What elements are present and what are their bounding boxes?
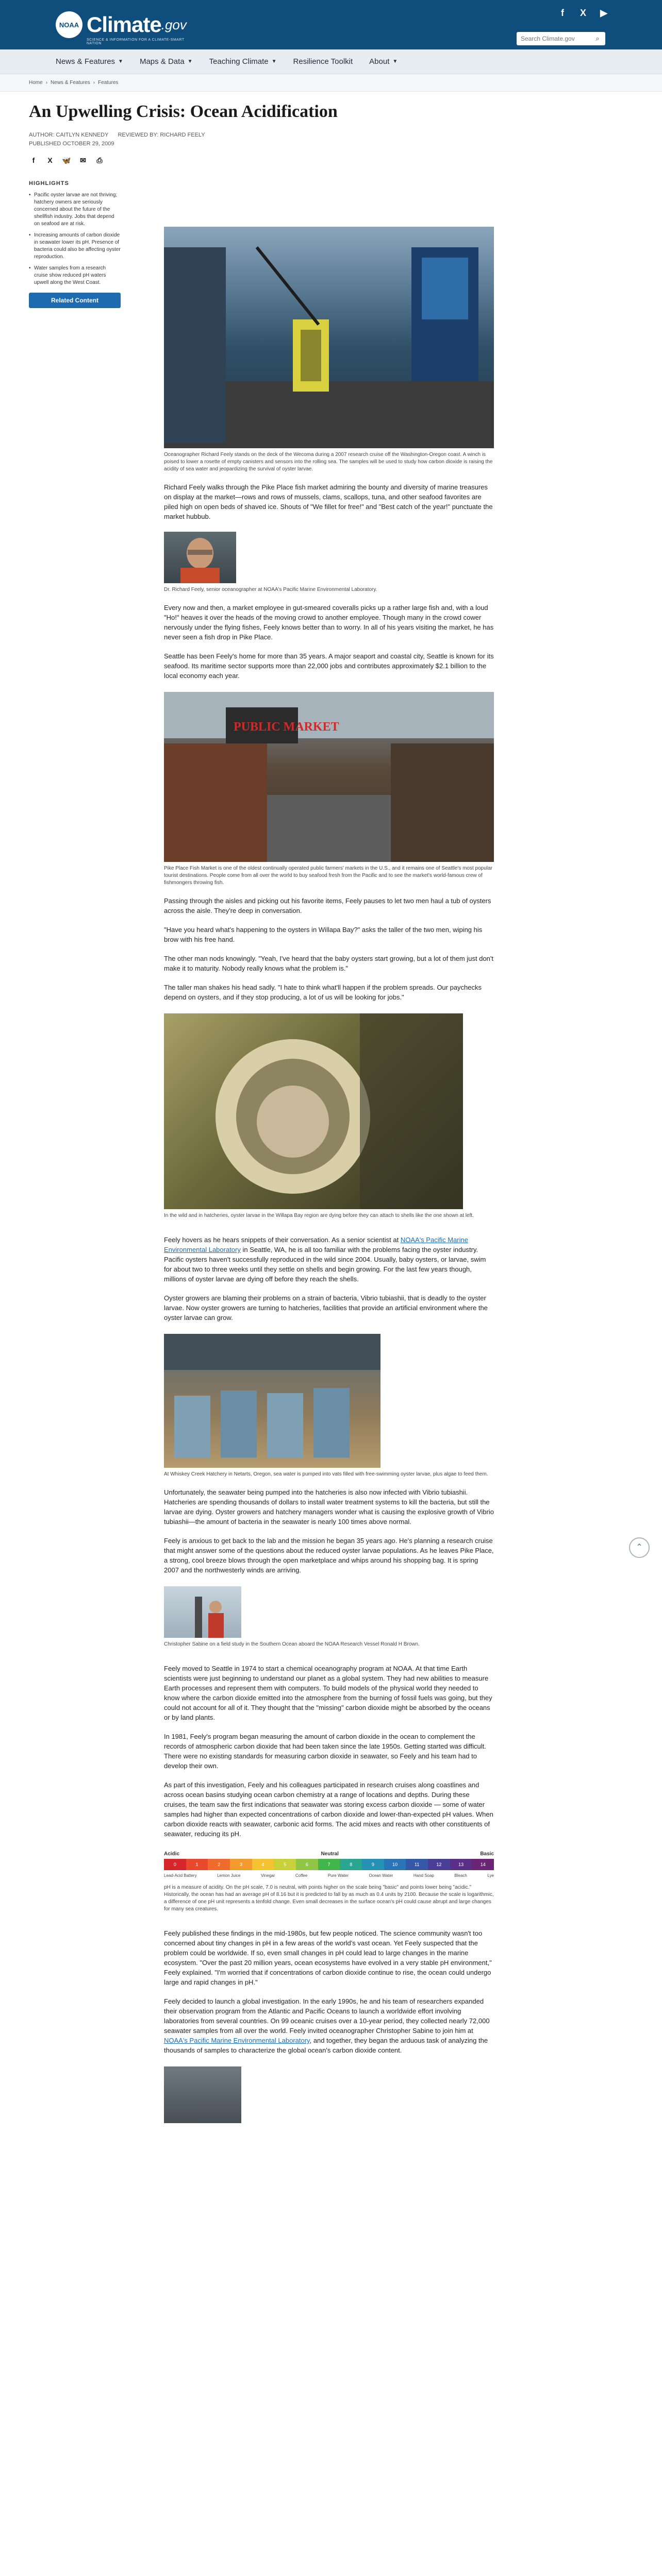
paragraph: Feely published these findings in the mid-1980s, but few people noticed. The science community wasn't too concerned about tiny changes in pH in a few areas of the world's vast ocean. Yet Feely suspected that the problem could be worldwide. If so, even small changes in pH could lead to large changes in the marine ecosystem. "Over the past 20 million years, ocean ecosystems have evolved in a very stable pH environment," Feely explained. "I'm worried that if concentrations of carbon dioxide continue to rise, the ocean could undergo large and rapid changes in pH." — [164, 1929, 492, 1986]
ph-cell: 2 — [208, 1859, 230, 1870]
x-share-icon[interactable]: X — [47, 156, 53, 164]
photo-ship-deck — [164, 227, 494, 448]
nav-label: About — [369, 57, 390, 66]
ph-cell: 10 — [384, 1859, 406, 1870]
nav-resilience-toolkit[interactable] — [293, 57, 353, 66]
photo-pike-place — [164, 692, 494, 862]
published-date: PUBLISHED OCTOBER 29, 2009 — [29, 141, 114, 147]
photo-feely-portrait — [164, 532, 236, 583]
search-input[interactable] — [517, 35, 592, 42]
paragraph: As part of this investigation, Feely and his colleagues participated in research cruises along coastlines and across ocean basins studying ocean carbon chemistry at a range of locations and depths. During these cruises, the team saw the first indications that seawater was storing excess carbon dioxide — some of water samples had higher than expected concentrations of carbon dioxide and lower-than-expected pH values. When carbon dioxide reacts with seawater, carbonic acid forms. The acid mixes and reacts with other constituents of seawater, reducing its pH. — [164, 1781, 493, 1838]
author: AUTHOR: CAITLYN KENNEDY — [29, 132, 109, 138]
facebook-share-icon[interactable]: f — [32, 156, 35, 164]
ph-example-labels — [164, 1873, 494, 1878]
caption-ph: pH is a measure of acidity. On the pH scale, 7.0 is neutral, with points higher on the scale being "basic" and points lower being "acidic." Historically, the ocean has had an average pH of 8.16 but it is predicted to fall by as much as 0.4 units by 2100. Because the scale is logarithmic, a difference of one pH unit represents a tenfold change. Even small decreases in the surface ocean's pH could cause abrupt and large changes for many sea creatures. — [164, 1885, 494, 1912]
paragraph: Oyster growers are blaming their problems on a strain of bacteria, Vibrio tubiashii, that is deadly to the oyster larvae. Now oyster growers are turning to hatcheries, facilities that provide an artificial environment where the oyster larvae can grow. — [164, 1294, 488, 1321]
print-icon[interactable]: ⎙ — [96, 156, 103, 164]
ph-cell: 14 — [472, 1859, 494, 1870]
ph-scale-header — [164, 1851, 494, 1857]
photo-hatchery — [164, 1334, 380, 1468]
ph-cell: 5 — [274, 1859, 296, 1870]
ph-color-bar — [164, 1859, 494, 1870]
chevron-down-icon: ▼ — [118, 59, 123, 64]
ship-deck-illustration — [164, 227, 494, 448]
paragraph: Feely is anxious to get back to the lab and the mission he began 35 years ago. He's planning a research cruise that might answer some of the questions about the reduced oyster larvae populations. As he leaves Pike Place, a strong, cool breeze blows through the open marketplace and whips around his shopping bag. It is spring 2007 and the northwesterly winds are arriving. — [164, 1537, 494, 1574]
breadcrumb-home[interactable]: Home — [29, 80, 43, 86]
nav-label: Teaching Climate — [209, 57, 269, 66]
site-logo[interactable] — [56, 11, 187, 45]
pmel-link[interactable]: NOAA's Pacific Marine Environmental Laboratory — [164, 2037, 310, 2044]
x-icon[interactable]: X — [580, 8, 586, 18]
ph-item: Bleach — [454, 1873, 467, 1878]
page-title: An Upwelling Crisis: Ocean Acidification — [29, 102, 338, 121]
ph-item: Coffee — [295, 1873, 308, 1878]
ph-cell: 1 — [186, 1859, 208, 1870]
ph-scale-figure — [164, 1851, 494, 1878]
ph-neutral-label: Neutral — [321, 1851, 339, 1857]
ph-cell: 4 — [252, 1859, 274, 1870]
market-sign-text: PUBLIC MARKET — [234, 720, 339, 734]
market-illustration — [164, 692, 494, 862]
ph-cell: 0 — [164, 1859, 186, 1870]
paragraph: Richard Feely walks through the Pike Place fish market admiring the bounty and diversity of marine treasures on display at the market—rows and rows of mussels, clams, scallops, tuna, and other seafood favorites are piled high on open beds of shaved ice. Shouts of "We fillet for free!" and "Best catch of the year!" punctuate the market hubbub. — [164, 483, 493, 520]
nav-news-features[interactable] — [56, 57, 123, 66]
ph-item: Ocean Water — [369, 1873, 393, 1878]
paragraph — [164, 1996, 494, 2055]
nav-about[interactable] — [369, 57, 398, 66]
paragraph: Every now and then, a market employee in gut-smeared coveralls picks up a rather large fish and, with a loud "Ho!" heaves it over the heads of the moving crowd to another employee. Though many in the crowd cower nervously under the flying fishes, Feely knows better than to worry. In all of his years visiting the market, he has never seen a fish drop in Pike Place. — [164, 604, 494, 641]
breadcrumb-features[interactable]: Features — [98, 80, 119, 86]
caption-oyster: In the wild and in hatcheries, oyster larvae in the Willapa Bay region are dying before they can attach to shells like the one shown at left. — [164, 1213, 474, 1218]
ph-acidic-label: Acidic — [164, 1851, 180, 1857]
photo-sabine — [164, 1586, 241, 1638]
nav-teaching-climate[interactable] — [209, 57, 277, 66]
caption-sabine: Christopher Sabine on a field study in the Southern Ocean aboard the NOAA Research Vessel Ronald H Brown. — [164, 1641, 420, 1647]
back-to-top-button[interactable]: ⌃ — [629, 1537, 650, 1558]
noaa-emblem-icon: NOAA — [56, 11, 82, 38]
highlights-sidebar — [29, 180, 121, 308]
ph-cell: 6 — [296, 1859, 318, 1870]
article-meta — [29, 132, 205, 149]
ph-cell: 3 — [230, 1859, 252, 1870]
photo-oyster — [164, 1013, 463, 1209]
ph-cell: 7 — [318, 1859, 340, 1870]
pmel-link[interactable]: NOAA's Pacific Marine Environmental Laboratory — [164, 1236, 468, 1253]
highlight-item: • Water samples from a research cruise show reduced pH waters upwell along the West Coast. — [29, 265, 121, 286]
paragraph — [164, 1235, 494, 1284]
breadcrumb-separator: › — [45, 80, 48, 86]
site-header — [0, 0, 662, 49]
hatchery-illustration — [164, 1334, 380, 1468]
breadcrumb-news[interactable]: News & Features — [51, 80, 90, 86]
chevron-down-icon: ▼ — [392, 59, 398, 64]
paragraph: "Have you heard what's happening to the oysters in Willapa Bay?" asks the taller of the two men, wiping his brow with his free hand. — [164, 926, 483, 943]
highlights-list — [29, 192, 121, 286]
youtube-icon[interactable]: ▶ — [600, 8, 607, 18]
search-box — [517, 32, 605, 45]
bluesky-share-icon[interactable]: 🦋 — [62, 156, 71, 164]
nav-maps-data[interactable] — [140, 57, 193, 66]
social-links — [557, 7, 609, 19]
breadcrumb-separator: › — [93, 80, 95, 86]
logo-tagline: SCIENCE & INFORMATION FOR A CLIMATE-SMART NATION — [87, 38, 185, 45]
ph-item: Lead-Acid Battery — [164, 1873, 197, 1878]
paragraph: Feely moved to Seattle in 1974 to start a chemical oceanography program at NOAA. At that time Earth scientists were just beginning to understand our planet as a global system. They had new abilities to measure Earth processes and represent them with computers. To build models of the physical world they needed to know where the carbon dioxide emitted into the atmosphere from the burning of fossil fuels was going, but they could not account for all of it. They thought that the "missing" carbon dioxide might be absorbed by the oceans or by land plants. — [164, 1665, 492, 1721]
paragraph: Unfortunately, the seawater being pumped into the hatcheries is also now infected with Vibrio tubiashii. Hatcheries are spending thousands of dollars to install water treatment systems to kill the bacteria, but still the larvae are dying. Oyster growers and hatchery managers wonder what is causing the explosive growth of Vibrio tubiashii—the amount of bacteria in the seawater is nearly 100 times above normal. — [164, 1488, 494, 1526]
caption-market: Pike Place Fish Market is one of the oldest continually operated public farmers' markets in the U.S., and it remains one of Seattle's most popular tourist destinations. People come from all over the world to buy seafood fresh from the Pacific and to see the market's world-famous crew of fishmongers throwing fish. — [164, 866, 492, 886]
highlights-heading: HIGHLIGHTS — [29, 180, 69, 187]
related-content-button[interactable]: Related Content — [29, 293, 121, 308]
caption-feely: Dr. Richard Feely, senior oceanographer at NOAA's Pacific Marine Environmental Laboratory. — [164, 587, 377, 592]
ph-cell: 11 — [406, 1859, 428, 1870]
paragraph-text: , and together, they began the arduous task of analyzing the thousands of samples to characterize the global ocean's carbon dioxide content. — [164, 2037, 488, 2054]
paragraph: The other man nods knowingly. "Yeah, I've heard that the baby oysters start growing, but a lot of them just don't make it to maturity. Nobody really knows what the problem is." — [164, 955, 493, 972]
breadcrumb — [0, 74, 662, 92]
chevron-down-icon: ▼ — [271, 59, 277, 64]
paragraph-text: in Seattle, WA, he is all too familiar with the problems facing the oyster industry. Pacific oysters haven't successfully reproduced in the wild since 2004. Usually, baby oysters, or larvae, swim for about two to three weeks until they settle on shells and begin growing. For the last few years though, millions of oyster larvae are dying off before they reach the shells. — [164, 1246, 486, 1283]
paragraph-text: Feely hovers as he hears snippets of their conversation. As a senior scientist at — [164, 1236, 401, 1244]
ph-item: Vinegar — [260, 1873, 275, 1878]
paragraph: The taller man shakes his head sadly. "I hate to think what'll happen if the problem spreads. Our paychecks depend on oysters, and if they stop producing, a lot of us will be looking for jobs." — [164, 984, 482, 1001]
caption-ship: Oceanographer Richard Feely stands on the deck of the Wecoma during a 2007 research cruise off the Washington-Oregon coast. A winch is poised to lower a rosette of empty canisters and sensors into the rolling sea. The samples will be used to study how carbon dioxide is raising the acidity of sea water and jeopardizing the survival of oyster larvae. — [164, 452, 493, 472]
ph-cell: 8 — [340, 1859, 362, 1870]
reviewer: REVIEWED BY: RICHARD FEELY — [118, 132, 205, 138]
ph-cell: 12 — [428, 1859, 450, 1870]
portrait-illustration — [164, 532, 236, 583]
paragraph: Seattle has been Feely's home for more than 35 years. A major seaport and coastal city, Seattle is known for its seafood. Its maritime sector supports more than 22,000 jobs and contributes approximately $2.1 billion to the local economy each year. — [164, 652, 494, 680]
main-nav — [0, 49, 662, 74]
oyster-illustration — [164, 1013, 463, 1209]
facebook-icon[interactable]: f — [561, 8, 564, 18]
paragraph-text: Feely decided to launch a global investigation. In the early 1990s, he and his team of researchers expanded their observation program from the Atlantic and Pacific Oceans to launch a worldwide effort involving laboratories from several countries. On 99 oceanic cruises over a 10-year period, they collected nearly 72,000 seawater samples from all over the world. Feely invited oceanographer Christopher Sabine to join him at — [164, 1997, 490, 2035]
sabine-illustration — [164, 1586, 241, 1638]
ph-cell: 13 — [450, 1859, 472, 1870]
ph-item: Lye — [487, 1873, 494, 1878]
article-body — [164, 227, 494, 2123]
highlight-item: • Increasing amounts of carbon dioxide in seawater lower its pH. Presence of bacteria could also be affecting oyster reproduction. — [29, 232, 121, 261]
email-share-icon[interactable]: ✉ — [80, 156, 86, 164]
ph-basic-label: Basic — [480, 1851, 494, 1857]
paragraph: Passing through the aisles and picking out his favorite items, Feely pauses to let two men haul a tub of oysters across the aisle. They're deep in conversation. — [164, 897, 491, 914]
highlight-item: • Pacific oyster larvae are not thriving; hatchery owners are seriously concerned about the future of the shellfish industry. Jobs that depend on seafood are at risk. — [29, 192, 121, 228]
chevron-down-icon: ▼ — [187, 59, 193, 64]
logo-text: Climate — [87, 12, 161, 37]
nav-label: Resilience Toolkit — [293, 57, 353, 66]
share-bar — [29, 156, 104, 165]
ph-item: Lemon Juice — [217, 1873, 241, 1878]
ph-item: Pure Water — [327, 1873, 349, 1878]
photo-bottom — [164, 2066, 241, 2123]
nav-label: Maps & Data — [139, 57, 185, 66]
ph-cell: 9 — [362, 1859, 384, 1870]
caption-hatchery: At Whiskey Creek Hatchery in Netarts, Oregon, sea water is pumped into vats filled with free-swimming oyster larvae, plus algae to feed them. — [164, 1471, 488, 1477]
ph-item: Hand Soap — [413, 1873, 434, 1878]
nav-label: News & Features — [56, 57, 115, 66]
logo-suffix: .gov — [161, 16, 187, 32]
paragraph: In 1981, Feely's program began measuring the amount of carbon dioxide in the ocean to complement the records of atmospheric carbon dioxide that had been taken since the late 1950s. Getting started was difficult. There were no existing standards for measuring carbon dioxide in seawater, so Feely and his team had to develop their own. — [164, 1733, 486, 1770]
search-icon[interactable]: ⌕ — [595, 35, 600, 42]
